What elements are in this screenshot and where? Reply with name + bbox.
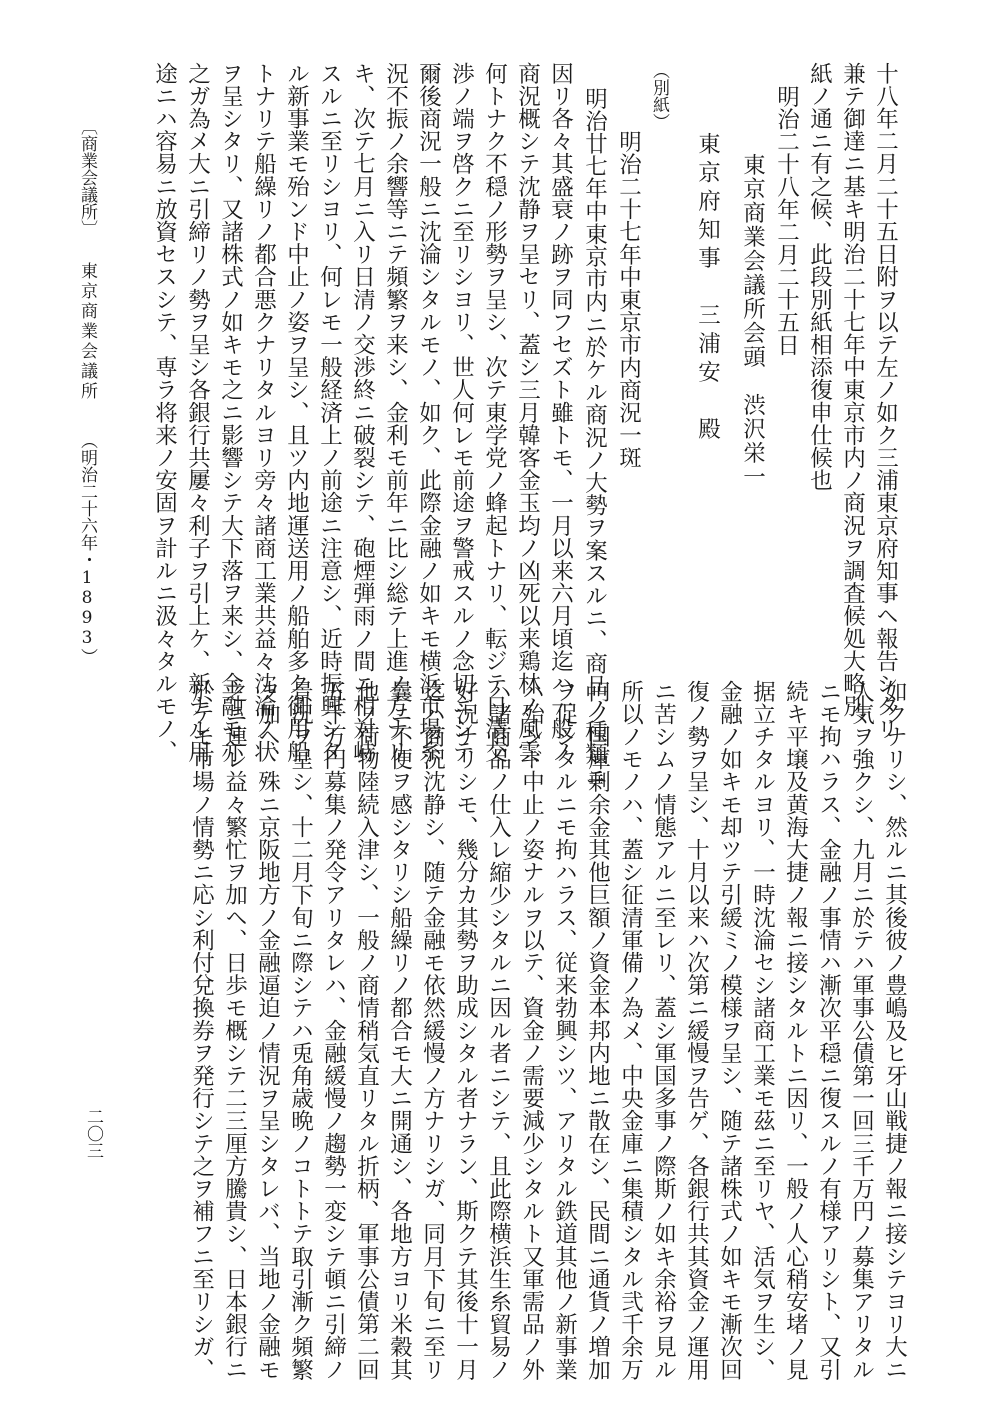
source-name: 東京商業会議所	[77, 262, 97, 402]
lower-line: ヲ加ヘ、殊ニ京阪地方ノ金融逼迫ノ情況ヲ呈シタレバ、当地ノ金融モ	[254, 680, 281, 1381]
page-number: 二〇三	[83, 1108, 103, 1159]
sender-name: 東京商業会議所会頭 渋沢栄一	[739, 153, 766, 489]
attachment-title: 明治二十七年中東京市内商況一斑	[615, 130, 642, 469]
body-line: 況不振ノ余響等ニテ頻繁ヲ来シ、金利モ前年ニ比シ総テ上進ノ方ナリ	[382, 62, 409, 763]
body-line: スルニ至リシヨリ、何レモ一般経済上ノ前途ニ注意シ、近時振興シタ	[316, 62, 343, 763]
lower-line: 据立チタルヨリ、一時沈淪セシ諸商工業モ茲ニ至リヤ、活気ヲ生シ、	[749, 680, 776, 1381]
attachment-label: （別紙）	[649, 62, 669, 130]
lower-line: 人気ヲ強クシ、九月ニ於テハ軍事公債第一回三千万円ノ募集アリタル	[848, 680, 875, 1381]
lower-line: 如クナリシ、然ルニ其後彼ノ豊嶋及ヒ牙山戦捷ノ報ニ接シテヨリ大ニ	[881, 680, 908, 1381]
lower-line: 迄ハ商況沈静シ、随テ金融モ依然緩慢ノ方ナリシガ、同月下旬ニ至リ	[419, 680, 446, 1381]
lower-line: ヲ促シタルニモ拘ハラス、従来勃興シツ、アリタル鉄道其他ノ新事業	[551, 680, 578, 1381]
report-line: 兼テ御達ニ基キ明治二十七年中東京市内ノ商況ヲ調査候処大略別	[839, 62, 866, 718]
lower-line: 円ノ国庫剰余金其他巨額ノ資金本邦内地ニ散在シ、民間ニ通貨ノ増加	[584, 680, 611, 1381]
recipient-name: 東京府知事 三浦安 殿	[694, 132, 721, 446]
lower-line: 好況ナリシモ、幾分カ其勢ヲ助成シタル者ナラン、斯クテ其後十一月	[452, 680, 479, 1381]
document-date: 明治二十八年二月二十五日	[773, 85, 800, 357]
body-line: ル新事業モ殆ンド中止ノ姿ヲ呈シ、且ツ内地運送用ノ船舶多ク御用船	[283, 62, 310, 763]
lower-line: 他ノ荷物陸続入津シ、一般ノ商情稍気直リタル折柄、軍事公債第二回	[353, 680, 380, 1381]
lower-line: 所以ノモノハ、蓋シ征清軍備ノ為メ、中央金庫ニ集積シタル弐千余万	[617, 680, 644, 1381]
lower-line: 続キ平壌及黄海大捷ノ報ニ接シタルトニ因リ、一般ノ人心稍安堵ノ見	[782, 680, 809, 1381]
lower-line: 復ノ勢ヲ呈シ、十月以来ハ次第ニ緩慢ヲ告ゲ、各銀行共其資金ノ運用	[683, 680, 710, 1381]
body-line: トナリテ船繰リノ都合悪クナリタルヨリ旁々諸商工業共益々沈淪ノ状	[250, 62, 277, 763]
lower-line: ニ苦シムノ情態アルニ至レリ、蓋シ軍国多事ノ際斯ノ如キ余裕ヲ見ル	[650, 680, 677, 1381]
lower-line: 五千万円募集ノ発令アリタレハ、金融緩慢ノ趨勢一変シテ頓ニ引締ノ	[320, 680, 347, 1381]
lower-line: 景況ヲ呈シ、十二月下旬ニ際シテハ兎角歳晩ノコトトテ取引漸ク頻繁	[287, 680, 314, 1381]
lower-line: 於テモ市場ノ情勢ニ応シ利付兌換券ヲ発行シテ之ヲ補フニ至リシガ、	[188, 680, 215, 1381]
lower-line: ハ殆ンド中止ノ姿ナルヲ以テ、資金ノ需要減少シタルト又軍需品ノ外	[518, 680, 545, 1381]
lower-line: 金融ノ如キモ却ツテ引緩ミノ模様ヲ呈シ、随テ諸株式ノ如キモ漸次回	[716, 680, 743, 1381]
lower-line: 曩ニ不便ヲ感シタリシ船繰リノ都合モ大ニ開通シ、各地方ヨリ米穀其	[386, 680, 413, 1381]
body-line: 爾後商況一般ニ沈淪シタルモノ、如ク、此際金融ノ如キモ横浜市場糸	[415, 62, 442, 763]
lower-line: ハ諸商品ノ仕入レ縮少シタルニ因ル者ニシテ、且此際横浜生糸貿易ノ	[485, 680, 512, 1381]
body-line: 明治廿七年中東京市内ニ於ケル商況ノ大勢ヲ案スルニ、商品ノ種類ニ	[581, 87, 608, 788]
source-label: 〔商業会議所〕	[77, 118, 97, 237]
body-line: 商況概シテ沈静ヲ呈セリ、蓋シ三月韓客金玉均ノ凶死以来鶏林ノ風雲	[514, 62, 541, 763]
lower-line: ニモ拘ハラス、金融ノ事情ハ漸次平穏ニ復スルノ有様アリシト、又引	[815, 680, 842, 1381]
body-line: 因リ各々其盛衰ノ跡ヲ同フセズト雖トモ、一月以来六月頃迄ハ一般ノ	[547, 62, 574, 763]
body-line: 渉ノ端ヲ啓クニ至リシヨリ、世人何レモ前途ヲ警戒スルノ念切ニシテ	[448, 62, 475, 763]
source-period: （明治二十六年・1893）	[77, 432, 97, 665]
body-line: キ、次テ七月ニ入リ日清ノ交渉終ニ破裂シテ、砲煙弾雨ノ間ニ相対峙	[349, 62, 376, 763]
lower-line: 之ニ連レ益々繁忙ヲ加ヘ、日歩モ概シテ二三厘方騰貴シ、日本銀行ニ	[221, 680, 248, 1381]
body-line: 途ニハ容易ニ放資セスシテ、専ラ将来ノ安固ヲ計ルニ汲々タルモノ、	[151, 62, 178, 763]
report-line: 紙ノ通ニ有之候、此段別紙相添復申仕候也	[806, 62, 833, 492]
body-line: 之ガ為メ大ニ引締リノ勢ヲ呈シ各銀行共屢々利子ヲ引上ケ、新ナル用	[184, 62, 211, 763]
report-line: 十八年二月二十五日附ヲ以テ左ノ如ク三浦東京府知事ヘ報告シタリ	[872, 62, 899, 740]
body-line: ヲ呈シタリ、又諸株式ノ如キモ之ニ影響シテ大下落ヲ来シ、金融モ亦	[217, 62, 244, 763]
body-line: 何トナク不穏ノ形勢ヲ呈シ、次テ東学党ノ蜂起トナリ、転ジテ日清交	[481, 62, 508, 763]
